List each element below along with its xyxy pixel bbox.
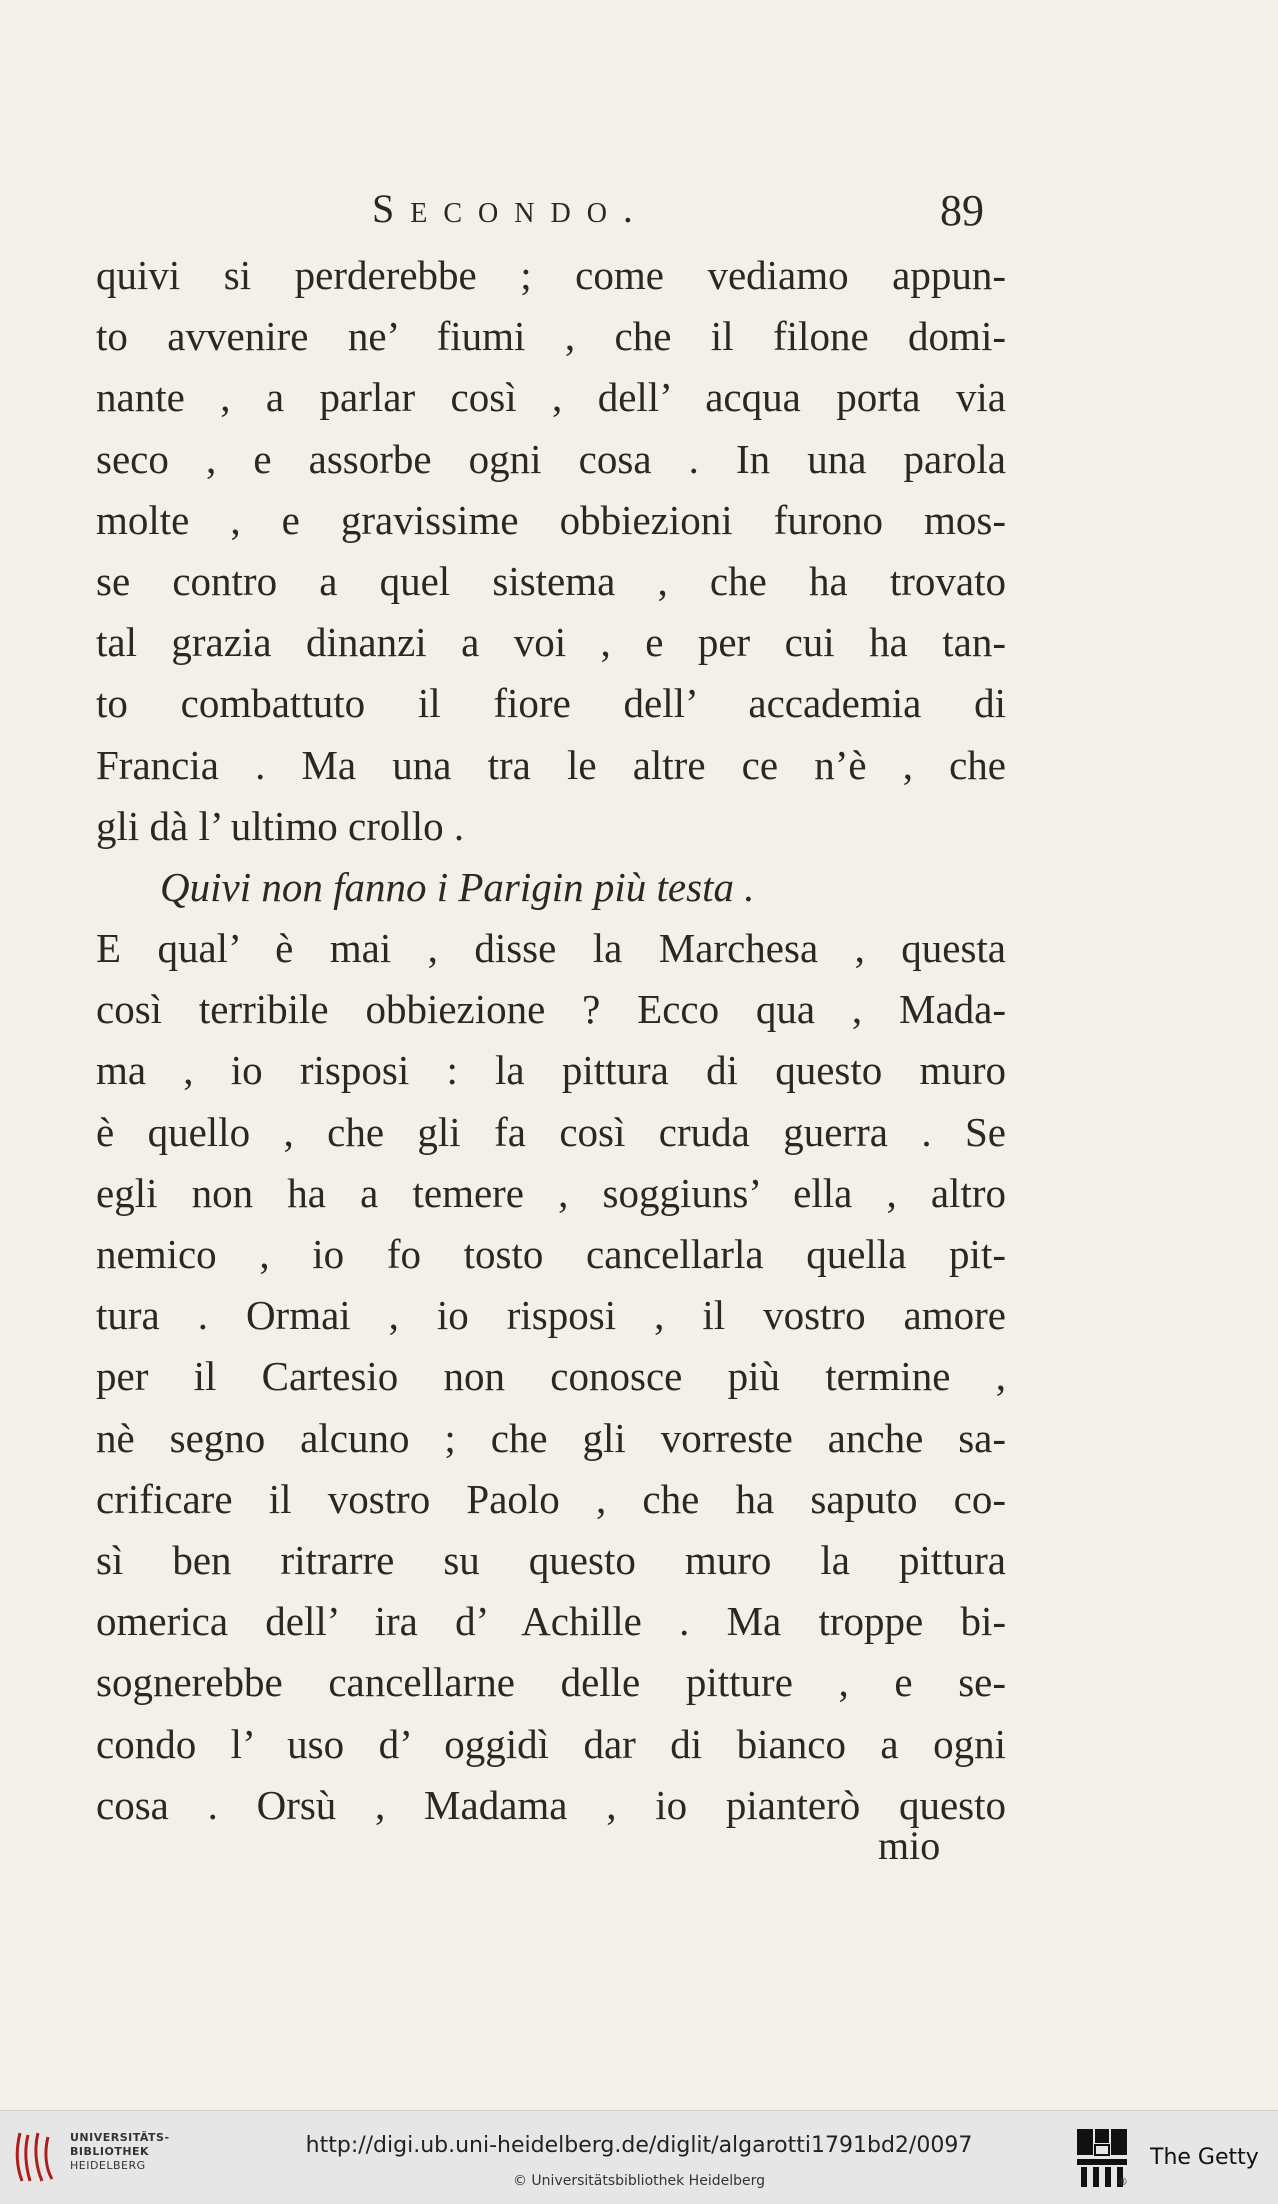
text-line: E qual’ è mai , disse la Marchesa , questa (96, 925, 1006, 972)
text-line: to avvenire ne’ fiumi , che il filone domi- (96, 313, 1006, 360)
text-line: seco , e assorbe ogni cosa . In una parola (96, 435, 1006, 482)
text-line: gli dà l’ ultimo crollo . (96, 802, 465, 849)
text-line: Francia . Ma una tra le altre ce n’è , che (96, 741, 1006, 788)
text-line: nante , a parlar così , dell’ acqua porta via (96, 374, 1006, 421)
text-line: per il Cartesio non conosce più termine , (96, 1353, 1006, 1400)
text-line: è quello , che gli fa così cruda guerra . Se (96, 1108, 1006, 1155)
text-line: sognerebbe cancellarne delle pitture , e se- (96, 1659, 1006, 1706)
text-line: molte , e gravissime obbiezioni furono mos- (96, 496, 1006, 543)
text-line: se contro a quel sistema , che ha trovato (96, 557, 1006, 604)
body-text (96, 245, 1006, 1836)
partner-name[interactable]: The Getty (1150, 2145, 1259, 2170)
text-line: quivi si perderebbe ; come vediamo appun- (96, 252, 1006, 298)
running-head: Secondo. (372, 186, 649, 231)
page-number: 89 (940, 186, 984, 235)
verse-quotation: Quivi non fanno i Parigin più testa . (160, 863, 755, 910)
text-line: tura . Ormai , io risposi , il vostro amore (96, 1292, 1006, 1339)
text-line: crificare il vostro Paolo , che ha saputo co- (96, 1475, 1006, 1522)
library-name: UNIVERSITÄTS- BIBLIOTHEK HEIDELBERG (70, 2131, 170, 2172)
permalink-url[interactable]: http://digi.ub.uni-heidelberg.de/diglit/algarotti1791bd2/0097 (305, 2133, 973, 2158)
text-line: to combattuto il fiore dell’ accademia di (96, 680, 1006, 727)
text-line: nemico , io fo tosto cancellarla quella pit- (96, 1231, 1006, 1277)
text-line: nè segno alcuno ; che gli vorreste anche sa- (96, 1414, 1006, 1461)
page-header (0, 185, 1278, 235)
text-line: cosa . Orsù , Madama , io pianterò questo (96, 1781, 1006, 1828)
text-line: egli non ha a temere , soggiuns’ ella , altro (96, 1169, 1006, 1216)
text-line: sì ben ritrarre su questo muro la pittura (96, 1536, 1006, 1583)
text-line: tal grazia dinanzi a voi , e per cui ha tan- (96, 619, 1006, 666)
text-line: ma , io risposi : la pittura di questo muro (96, 1047, 1006, 1094)
registered-mark: ® (1117, 2175, 1128, 2188)
footer-bar (0, 2110, 1278, 2204)
catchword: mio (878, 1823, 941, 1868)
text-line: omerica dell’ ira d’ Achille . Ma troppe bi- (96, 1598, 1006, 1645)
text-line: condo l’ uso d’ oggidì dar di bianco a ogni (96, 1720, 1006, 1767)
text-line: così terribile obbiezione ? Ecco qua , Mada- (96, 986, 1006, 1033)
copyright-notice: © Universitätsbibliothek Heidelberg (512, 2173, 765, 2189)
